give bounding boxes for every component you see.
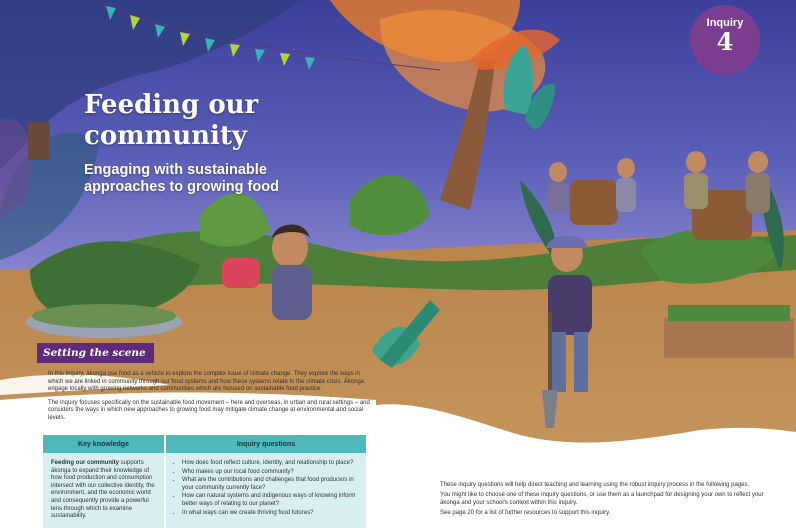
notes-paragraph-2: You might like to choose one of these inquiry questions, or use them as a launchpad for designing your own to reflect your ākonga and your school's context within this inquiry. bbox=[440, 492, 764, 506]
questions-list bbox=[174, 460, 361, 517]
inquiry-badge bbox=[690, 5, 760, 75]
notes-paragraph-1: These inquiry questions will help direct teaching and learning using the robust inquiry process in the following pages. bbox=[440, 482, 750, 488]
list-item: • In what ways can we create thriving food futures? bbox=[182, 510, 361, 518]
intro-text bbox=[48, 371, 376, 429]
list-item: • How does food reflect culture, identity, and relationship to place? bbox=[182, 460, 361, 468]
list-item: • What are the contributions and challenges that food producers in your community currently face? bbox=[182, 477, 361, 492]
inquiry-questions-cell bbox=[165, 453, 367, 528]
key-knowledge-text: supports ākonga to expand their knowledge of how food production and consumption intersect with our collective identity, the environment, and the economic world and consequently provide a powerful lens through which to examine sustainability. bbox=[51, 460, 155, 520]
key-knowledge-header: Key knowledge bbox=[43, 435, 165, 453]
inquiry-questions-header: Inquiry questions bbox=[165, 435, 367, 453]
setting-the-scene-heading: Setting the scene bbox=[37, 343, 154, 363]
inquiry-table bbox=[43, 435, 368, 528]
notes-paragraph-3: See page 20 for a list of further resources to support this inquiry. bbox=[440, 510, 611, 517]
title-line-2: community bbox=[84, 121, 247, 151]
notes-text bbox=[440, 482, 770, 521]
intro-paragraph-2: The inquiry focuses specifically on the sustainable food movement – here and overseas, in urban and rural settings – and considers the ways in which new approaches to growing food may mitigate climate change at environmental and social levels. bbox=[48, 399, 370, 421]
inquiry-number: 4 bbox=[716, 27, 734, 56]
key-knowledge-bold: Feeding our community bbox=[51, 460, 120, 466]
key-knowledge-cell bbox=[43, 453, 165, 528]
title-line-1: Feeding our bbox=[84, 90, 259, 120]
list-item: • How can natural systems and indigenous ways of knowing inform better ways of relating to our planet? bbox=[182, 493, 361, 508]
list-item: • Who makes up our local food community? bbox=[182, 469, 361, 477]
page-title bbox=[84, 90, 258, 152]
inquiry-label: Inquiry bbox=[706, 17, 744, 29]
intro-paragraph-1: In this inquiry, ākonga use food as a vehicle to explore the complex issue of climate change. They explore the ways in which we are linked in community through our food systems and how these systems relate to the climate crisis. Ākonga engage locally with growing networks and communities which are focused on sustainable food practice. bbox=[48, 371, 365, 393]
page-subtitle: Engaging with sustainable approaches to growing food bbox=[84, 162, 279, 195]
